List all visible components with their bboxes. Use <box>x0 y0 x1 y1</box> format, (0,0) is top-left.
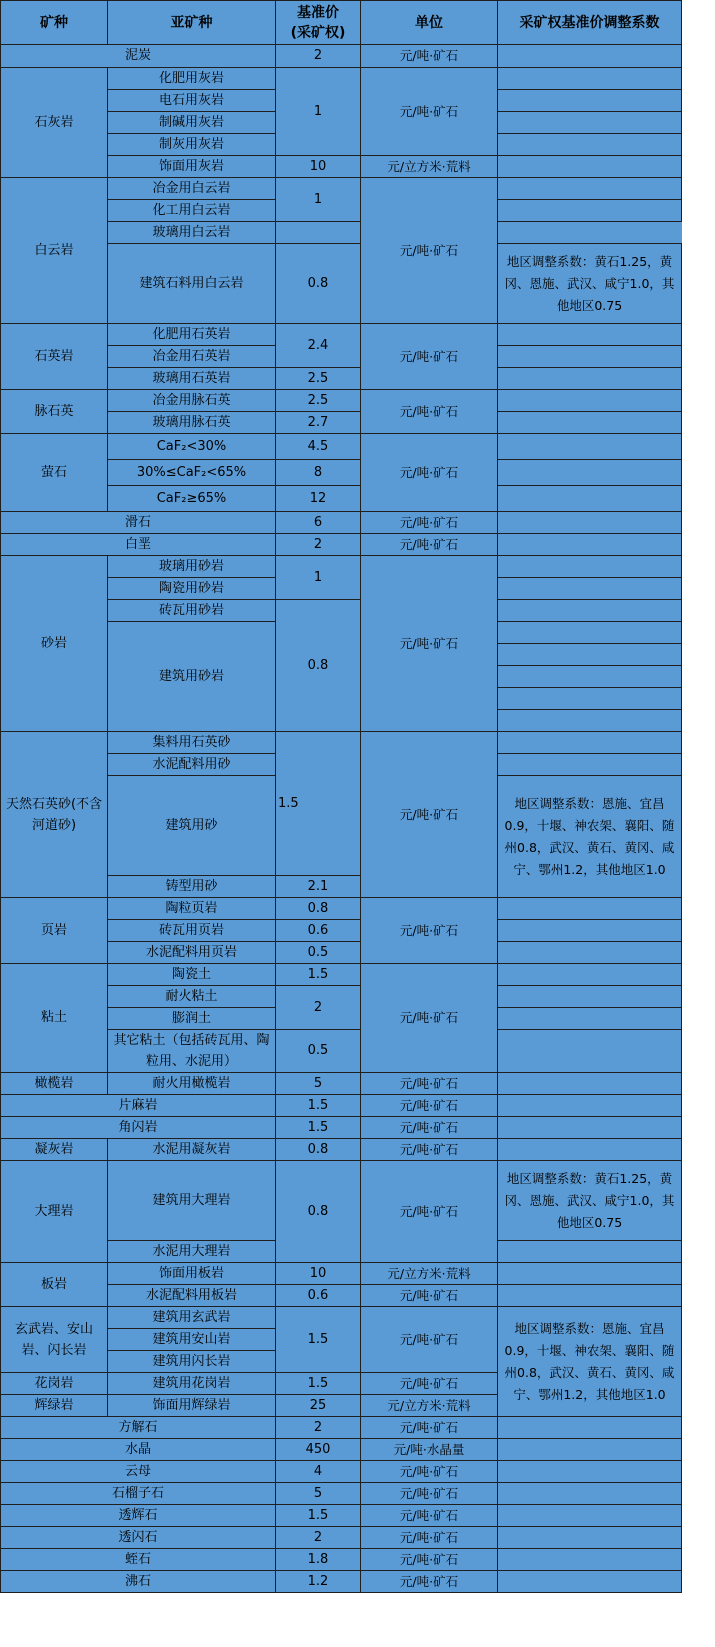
table-cell: 0.8 <box>276 898 361 920</box>
table-cell <box>498 920 682 942</box>
table-cell <box>498 754 682 776</box>
table-cell: 30%≤CaF₂<65% <box>108 460 276 486</box>
table-cell: 4.5 <box>276 434 361 460</box>
table-cell <box>498 578 682 600</box>
table-cell: 元/吨·矿石 <box>361 1527 498 1549</box>
table-cell: 冶金用脉石英 <box>108 390 276 412</box>
table-cell: 元/立方米·荒料 <box>361 1263 498 1285</box>
table-cell: 元/吨·矿石 <box>361 732 498 898</box>
table-cell <box>498 1549 682 1571</box>
table-cell: 玻璃用白云岩 <box>108 222 276 244</box>
table-cell <box>498 1527 682 1549</box>
table-row <box>1 1073 682 1095</box>
table-row <box>1 732 682 754</box>
table-cell: 元/吨·矿石 <box>361 556 498 732</box>
table-cell: 石英岩 <box>1 324 108 390</box>
table-cell: 制碱用灰岩 <box>108 112 276 134</box>
table-cell: 建筑用砂 <box>108 776 276 876</box>
table-row <box>1 512 682 534</box>
table-cell: 水泥配料用板岩 <box>108 1285 276 1307</box>
table-cell: 滑石 <box>1 512 276 534</box>
table-cell: 页岩 <box>1 898 108 964</box>
table-row <box>1 390 682 412</box>
table-cell <box>498 1008 682 1030</box>
table-cell <box>498 390 682 412</box>
table-cell: 透闪石 <box>1 1527 276 1549</box>
table-cell: 元/吨·矿石 <box>361 1373 498 1395</box>
table-cell: 1.5 <box>276 964 361 986</box>
table-cell: 建筑用花岗岩 <box>108 1373 276 1395</box>
table-cell: 0.8 <box>276 1161 361 1263</box>
header-sub-mineral: 亚矿种 <box>108 1 276 45</box>
table-cell <box>498 90 682 112</box>
table-cell: 泥炭 <box>1 45 276 68</box>
region-coef-note: 地区调整系数：恩施、宜昌0.9，十堰、神农架、襄阳、随州0.8，武汉、黄石、黄冈、咸宁、鄂州1.2，其他地区1.0 <box>498 1307 682 1417</box>
table-cell: 1.5 <box>276 1505 361 1527</box>
table-cell: 元/吨·矿石 <box>361 1285 498 1307</box>
table-cell <box>498 898 682 920</box>
table-cell: 铸型用砂 <box>108 876 276 898</box>
table-cell <box>498 622 682 644</box>
table-cell: 10 <box>276 156 361 178</box>
table-cell: 1.5 <box>276 732 361 876</box>
header-unit: 单位 <box>361 1 498 45</box>
table-cell: 元/吨·矿石 <box>361 434 498 512</box>
table-cell: 元/吨·水晶量 <box>361 1439 498 1461</box>
table-row <box>1 1263 682 1285</box>
table-row <box>1 534 682 556</box>
table-cell <box>498 134 682 156</box>
table-cell: 1.5 <box>276 1307 361 1373</box>
table-cell: 元/吨·矿石 <box>361 1307 498 1373</box>
table-cell <box>498 964 682 986</box>
table-row <box>1 1505 682 1527</box>
table-cell <box>498 986 682 1008</box>
table-cell: 砖瓦用页岩 <box>108 920 276 942</box>
table-cell <box>498 600 682 622</box>
header-row <box>1 1 682 45</box>
table-cell <box>498 68 682 90</box>
table-cell: 陶粒页岩 <box>108 898 276 920</box>
table-cell: 建筑石料用白云岩 <box>108 244 276 324</box>
table-cell: 饰面用灰岩 <box>108 156 276 178</box>
table-cell: 其它粘土（包括砖瓦用、陶粒用、水泥用） <box>108 1030 276 1073</box>
table-cell: 沸石 <box>1 1571 276 1593</box>
table-cell <box>498 512 682 534</box>
table-cell: 元/吨·矿石 <box>361 898 498 964</box>
table-cell <box>498 486 682 512</box>
table-cell <box>498 368 682 390</box>
table-cell: 天然石英砂(不含河道砂) <box>1 732 108 898</box>
header-base-price <box>276 1 361 45</box>
table-cell: 建筑用安山岩 <box>108 1329 276 1351</box>
table-cell <box>498 434 682 460</box>
table-row <box>1 1095 682 1117</box>
table-row <box>1 1461 682 1483</box>
table-cell: 大理岩 <box>1 1161 108 1263</box>
table-row <box>1 556 682 578</box>
table-cell <box>498 1285 682 1307</box>
table-cell <box>498 1461 682 1483</box>
table-cell: 橄榄岩 <box>1 1073 108 1095</box>
table-cell <box>498 460 682 486</box>
table-row <box>1 1527 682 1549</box>
table-cell <box>498 1117 682 1139</box>
table-cell: 0.5 <box>276 942 361 964</box>
table-row <box>1 1439 682 1461</box>
table-cell: 元/吨·矿石 <box>361 1505 498 1527</box>
table-cell: CaF₂<30% <box>108 434 276 460</box>
table-cell <box>498 732 682 754</box>
table-cell: 花岗岩 <box>1 1373 108 1395</box>
table-cell: 建筑用玄武岩 <box>108 1307 276 1329</box>
table-cell: 化肥用石英岩 <box>108 324 276 346</box>
table-cell <box>498 324 682 346</box>
table-cell: 5 <box>276 1073 361 1095</box>
table-cell: 水晶 <box>1 1439 276 1461</box>
table-cell: 方解石 <box>1 1417 276 1439</box>
table-cell: 5 <box>276 1483 361 1505</box>
table-cell: 白垩 <box>1 534 276 556</box>
table-cell: 白云岩 <box>1 178 108 324</box>
table-cell: 水泥用凝灰岩 <box>108 1139 276 1161</box>
table-cell: 1 <box>276 556 361 600</box>
table-cell: 化工用白云岩 <box>108 200 276 222</box>
table-cell: 建筑用大理岩 <box>108 1161 276 1241</box>
table-cell <box>498 200 682 222</box>
table-cell <box>498 556 682 578</box>
table-cell <box>498 1139 682 1161</box>
table-row <box>1 324 682 346</box>
table-cell: 云母 <box>1 1461 276 1483</box>
table-row <box>1 178 682 200</box>
table-cell: 建筑用砂岩 <box>108 622 276 732</box>
table-cell: 12 <box>276 486 361 512</box>
table-cell: 集料用石英砂 <box>108 732 276 754</box>
table-cell: 饰面用辉绿岩 <box>108 1395 276 1417</box>
table-cell: 2 <box>276 534 361 556</box>
table-cell: 元/吨·矿石 <box>361 1117 498 1139</box>
table-cell: 石榴子石 <box>1 1483 276 1505</box>
table-cell: 2.5 <box>276 390 361 412</box>
table-cell <box>498 1571 682 1593</box>
table-cell: 角闪岩 <box>1 1117 276 1139</box>
table-cell <box>498 644 682 666</box>
table-cell: 制灰用灰岩 <box>108 134 276 156</box>
table-cell <box>498 1505 682 1527</box>
table-cell: 2 <box>276 986 361 1030</box>
table-cell <box>498 1417 682 1439</box>
table-cell <box>498 534 682 556</box>
table-cell: 25 <box>276 1395 361 1417</box>
header-base-price-line1: 基准价 <box>297 4 339 21</box>
table-cell: 0.6 <box>276 920 361 942</box>
table-cell: 元/吨·矿石 <box>361 964 498 1073</box>
table-cell: 电石用灰岩 <box>108 90 276 112</box>
table-cell <box>498 942 682 964</box>
table-cell: 辉绿岩 <box>1 1395 108 1417</box>
table-cell: 元/吨·矿石 <box>361 45 498 68</box>
table-cell <box>498 178 682 200</box>
table-cell <box>276 222 361 244</box>
table-cell: 玄武岩、安山岩、闪长岩 <box>1 1307 108 1373</box>
table-cell: 水泥用大理岩 <box>108 1241 276 1263</box>
table-cell: 元/吨·矿石 <box>361 178 498 324</box>
table-cell: 凝灰岩 <box>1 1139 108 1161</box>
table-row <box>1 1417 682 1439</box>
table-row <box>1 1161 682 1241</box>
table-cell: 1.5 <box>276 1117 361 1139</box>
table-cell: 1.2 <box>276 1571 361 1593</box>
table-cell: 2.5 <box>276 368 361 390</box>
table-cell: 6 <box>276 512 361 534</box>
table-cell <box>498 1483 682 1505</box>
table-row <box>1 1117 682 1139</box>
table-cell <box>498 45 682 68</box>
region-coef-note: 地区调整系数：黄石1.25，黄冈、恩施、武汉、咸宁1.0，其他地区0.75 <box>498 1161 682 1241</box>
table-cell: 元/吨·矿石 <box>361 1073 498 1095</box>
table-cell: 耐火用橄榄岩 <box>108 1073 276 1095</box>
table-cell: 蛭石 <box>1 1549 276 1571</box>
table-cell: 石灰岩 <box>1 68 108 178</box>
table-cell: 饰面用板岩 <box>108 1263 276 1285</box>
table-cell: 1 <box>276 68 361 156</box>
table-cell: 2.1 <box>276 876 361 898</box>
table-row <box>1 1483 682 1505</box>
table-row <box>1 964 682 986</box>
table-cell: 水泥配料用页岩 <box>108 942 276 964</box>
table-cell: 耐火粘土 <box>108 986 276 1008</box>
table-row <box>1 1139 682 1161</box>
table-cell <box>498 1241 682 1263</box>
table-cell: 2 <box>276 45 361 68</box>
table-cell <box>498 666 682 688</box>
table-cell: 建筑用闪长岩 <box>108 1351 276 1373</box>
header-base-price-line2: (采矿权) <box>290 24 346 41</box>
table-cell: 8 <box>276 460 361 486</box>
table-cell: 元/吨·矿石 <box>361 1483 498 1505</box>
header-adjust-coef: 采矿权基准价调整系数 <box>498 1 682 45</box>
table-cell: 0.8 <box>276 1139 361 1161</box>
table-cell <box>498 1095 682 1117</box>
table-cell <box>498 688 682 710</box>
table-cell: 陶瓷用砂岩 <box>108 578 276 600</box>
table-cell: 元/吨·矿石 <box>361 68 498 156</box>
table-row <box>1 898 682 920</box>
table-cell: 1 <box>276 178 361 222</box>
table-cell: 水泥配料用砂 <box>108 754 276 776</box>
table-cell: 膨润土 <box>108 1008 276 1030</box>
table-cell: 元/吨·矿石 <box>361 1571 498 1593</box>
table-cell: 元/吨·矿石 <box>361 534 498 556</box>
table-cell: 2 <box>276 1527 361 1549</box>
region-coef-note: 地区调整系数：黄石1.25，黄冈、恩施、武汉、咸宁1.0，其他地区0.75 <box>498 244 682 324</box>
table-cell <box>498 156 682 178</box>
table-cell: 玻璃用石英岩 <box>108 368 276 390</box>
table-cell: 1.8 <box>276 1549 361 1571</box>
table-cell: 0.8 <box>276 600 361 732</box>
table-cell <box>498 112 682 134</box>
table-cell: 粘土 <box>1 964 108 1073</box>
table-cell: CaF₂≥65% <box>108 486 276 512</box>
table-cell: 元/吨·矿石 <box>361 390 498 434</box>
table-cell <box>498 1263 682 1285</box>
table-cell: 10 <box>276 1263 361 1285</box>
table-cell <box>498 1030 682 1073</box>
table-cell <box>498 346 682 368</box>
table-cell: 0.5 <box>276 1030 361 1073</box>
table-cell: 1.5 <box>276 1095 361 1117</box>
table-cell: 陶瓷土 <box>108 964 276 986</box>
table-cell: 冶金用石英岩 <box>108 346 276 368</box>
table-cell: 砖瓦用砂岩 <box>108 600 276 622</box>
table-cell <box>498 1439 682 1461</box>
table-cell: 元/吨·矿石 <box>361 1161 498 1263</box>
table-cell: 元/吨·矿石 <box>361 1549 498 1571</box>
table-cell: 化肥用灰岩 <box>108 68 276 90</box>
table-row <box>1 68 682 90</box>
table-cell: 冶金用白云岩 <box>108 178 276 200</box>
table-cell <box>498 412 682 434</box>
table-cell: 元/立方米·荒料 <box>361 156 498 178</box>
table-cell <box>498 710 682 732</box>
table-cell: 砂岩 <box>1 556 108 732</box>
table-cell: 450 <box>276 1439 361 1461</box>
table-body <box>1 45 682 1593</box>
table-cell: 2 <box>276 1417 361 1439</box>
table-row <box>1 434 682 460</box>
table-cell: 萤石 <box>1 434 108 512</box>
table-cell: 元/立方米·荒料 <box>361 1395 498 1417</box>
table-cell: 元/吨·矿石 <box>361 512 498 534</box>
table-cell: 0.6 <box>276 1285 361 1307</box>
table-row <box>1 1571 682 1593</box>
table-row <box>1 1549 682 1571</box>
region-coef-note: 地区调整系数：恩施、宜昌0.9，十堰、神农架、襄阳、随州0.8，武汉、黄石、黄冈、咸宁、鄂州1.2，其他地区1.0 <box>498 776 682 898</box>
table-cell: 元/吨·矿石 <box>361 1461 498 1483</box>
table-cell: 4 <box>276 1461 361 1483</box>
table-cell: 2.4 <box>276 324 361 368</box>
table-cell: 片麻岩 <box>1 1095 276 1117</box>
table-cell: 元/吨·矿石 <box>361 1417 498 1439</box>
table-row <box>1 45 682 68</box>
table-cell: 透辉石 <box>1 1505 276 1527</box>
table-cell <box>498 1073 682 1095</box>
table-cell: 2.7 <box>276 412 361 434</box>
table-cell: 1.5 <box>276 1373 361 1395</box>
table-row <box>1 1307 682 1329</box>
table-cell: 脉石英 <box>1 390 108 434</box>
table-cell: 元/吨·矿石 <box>361 324 498 390</box>
table-cell: 玻璃用脉石英 <box>108 412 276 434</box>
table-cell: 0.8 <box>276 244 361 324</box>
table-cell: 元/吨·矿石 <box>361 1095 498 1117</box>
table-cell: 元/吨·矿石 <box>361 1139 498 1161</box>
table-cell: 玻璃用砂岩 <box>108 556 276 578</box>
table-cell: 板岩 <box>1 1263 108 1307</box>
header-mineral: 矿种 <box>1 1 108 45</box>
